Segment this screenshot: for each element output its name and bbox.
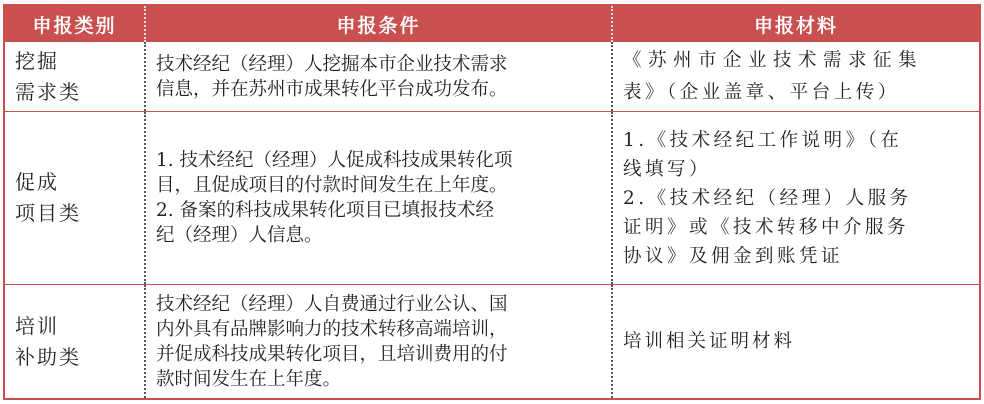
conditions-cell: [146, 42, 613, 111]
conditions-line: 2. 备案的科技成果转化项目已填报技术经: [156, 200, 495, 221]
table-header-row: [5, 6, 979, 42]
application-table: [3, 4, 981, 400]
materials-cell: [613, 285, 979, 398]
materials-line: 《苏州市企业技术需求征集: [623, 49, 924, 71]
conditions-line: 技术经纪（经理）人挖掘本市企业技术需求: [156, 53, 508, 75]
header-conditions: 申报条件: [146, 6, 613, 42]
category-line: 挖掘: [15, 48, 59, 73]
category-cell: [5, 112, 146, 284]
header-category: 申报类别: [5, 6, 146, 42]
conditions-line: 纪（经理）人信息。: [156, 225, 323, 246]
materials-cell: [613, 112, 979, 284]
materials-line: 协议》及佣金到账凭证: [623, 245, 844, 267]
conditions-line: 并促成科技成果转化项目，且培训费用的付: [156, 343, 508, 365]
header-materials: 申报材料: [753, 14, 838, 37]
table-row: [5, 285, 979, 398]
materials-line: 线填写）: [623, 158, 712, 180]
category-line: 促成: [15, 170, 59, 194]
conditions-line: 内外具有品牌影响力的技术转移高端培训，: [156, 318, 508, 340]
category-cell: [5, 42, 146, 111]
materials-line: 证明》或《技术转移中介服务: [623, 216, 910, 238]
conditions-line: 目，且促成项目的付款时间发生在上年度。: [156, 175, 508, 196]
conditions-line: 1. 技术经纪（经理）人促成科技成果转化项: [156, 150, 513, 171]
category-line: 补助类: [15, 344, 81, 369]
category-line: 需求类: [15, 79, 81, 104]
materials-line: 培训相关证明材料: [623, 330, 796, 352]
table-row: [5, 112, 979, 285]
category-cell: [5, 285, 146, 398]
materials-line: 2.《技术经纪（经理）人服务: [623, 187, 912, 209]
category-line: 培训: [15, 313, 59, 338]
table-row: [5, 42, 979, 112]
conditions-line: 信息，并在苏州市成果转化平台成功发布。: [156, 78, 508, 100]
materials-cell: [613, 42, 979, 111]
conditions-line: 款时间发生在上年度。: [156, 368, 342, 390]
conditions-cell: [146, 285, 613, 398]
materials-line: 1.《技术经纪工作说明》（在: [623, 129, 903, 151]
conditions-cell: [146, 112, 613, 284]
category-line: 项目类: [15, 201, 81, 225]
materials-line: 表》（企业盖章、平台上传）: [623, 81, 900, 103]
conditions-line: 技术经纪（经理）人自费通过行业公认、国: [156, 293, 508, 315]
